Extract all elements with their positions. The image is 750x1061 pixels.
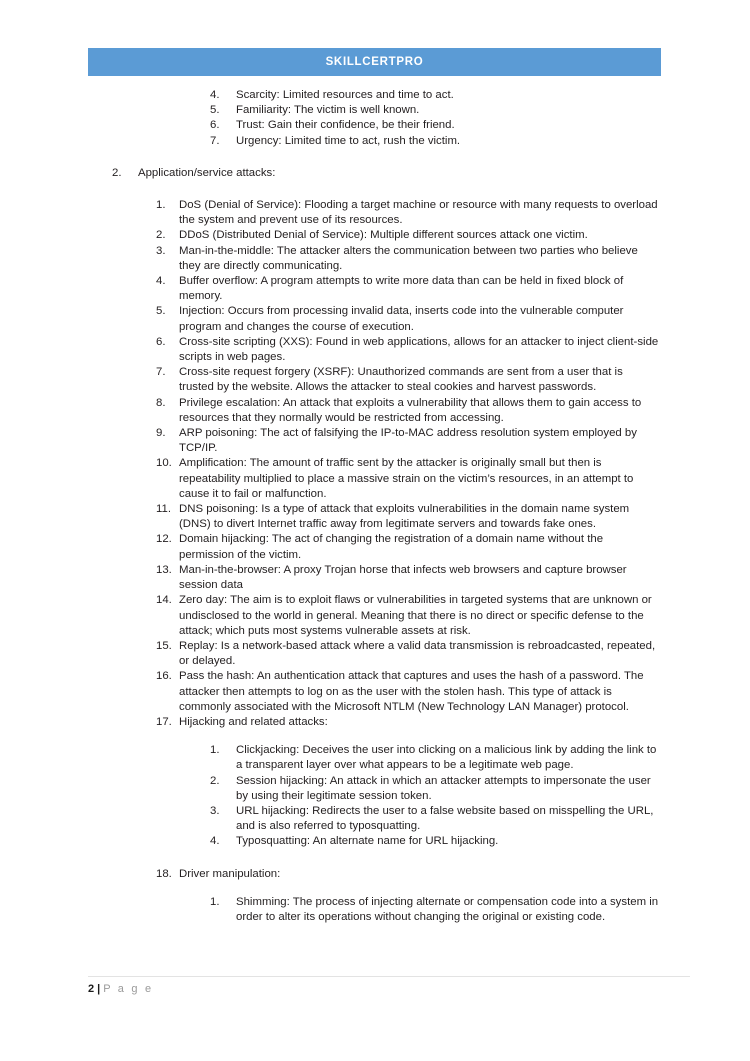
footer-page-label: P a g e	[103, 983, 154, 995]
list-item-number: 5.	[156, 305, 166, 318]
footer-page-number: 2	[88, 983, 95, 995]
list-item-text: Pass the hash: An authentication attack that captures and uses the hash of a password. The attacker then attempts to log on as the user with the stolen hash. This type of attack is commonly associated with the Microsoft NTLM (New Technology LAN Manager) protocol.	[179, 670, 644, 713]
list-item-number: 1.	[156, 199, 166, 212]
list-item-text: Zero day: The aim is to exploit flaws or vulnerabilities in targeted systems that are unknown or undisclosed to the world in general. Meaning that there is no direct or specific defense to the attack; which puts most systems vulnerable assets at risk.	[179, 594, 652, 637]
list-item	[210, 743, 660, 773]
attacks-list	[0, 198, 750, 730]
list-item-text: Buffer overflow: A program attempts to write more data than can be held in fixed block of memory.	[179, 275, 624, 303]
list-item-number: 5.	[210, 104, 220, 117]
list-item	[210, 804, 660, 834]
header-banner	[88, 48, 661, 76]
table-row	[156, 639, 660, 669]
list-item-text: Cross-site scripting (XXS): Found in web applications, allows for an attacker to inject client-side scripts in web pages.	[179, 335, 659, 364]
section-heading-text: Application/service attacks:	[138, 166, 276, 179]
list-item-number: 10.	[156, 457, 172, 470]
table-row	[156, 365, 660, 395]
list-item-number: 7.	[156, 366, 166, 379]
list-item-number: 3.	[156, 244, 166, 257]
list-item	[210, 118, 660, 133]
table-row	[156, 396, 660, 426]
list-item-number: 8.	[156, 396, 166, 409]
list-item-text: Man-in-the-middle: The attacker alters the communication between two parties who believe they are directly communicating.	[179, 244, 638, 272]
list-item-text: DNS poisoning: Is a type of attack that exploits vulnerabilities in the domain name system (DNS) to divert Internet traffic away from legitimate servers and towards fake ones.	[179, 503, 630, 531]
list-item	[210, 774, 660, 804]
table-row	[156, 456, 660, 502]
table-row	[156, 198, 660, 228]
table-row	[156, 228, 660, 243]
list-item-text: Privilege escalation: An attack that exploits a vulnerability that allows them to gain access to resources that they normally would be restricted from accessing.	[179, 396, 642, 424]
driver-group-heading	[156, 867, 660, 882]
list-item-number: 9.	[156, 427, 166, 440]
list-item-number: 2.	[210, 774, 220, 787]
list-item-text: Clickjacking: Deceives the user into clicking on a malicious link by adding the link to a transparent layer over what appears to be a legitimate web page.	[236, 744, 657, 772]
list-item-text: Trust: Gain their confidence, be their friend.	[236, 119, 455, 132]
footer	[88, 983, 153, 995]
hijacking-group-heading	[156, 715, 660, 730]
list-item-text: DDoS (Distributed Denial of Service): Multiple different sources attack one victim.	[179, 229, 588, 242]
footer-divider	[88, 976, 690, 977]
list-item-text: Man-in-the-browser: A proxy Trojan horse that infects web browsers and capture browser session data	[179, 563, 627, 592]
list-item-text: Replay: Is a network-based attack where a valid data transmission is rebroadcasted, repeated, or delayed.	[179, 639, 656, 668]
section-heading-number: 2.	[112, 166, 122, 179]
list-item-number: 7.	[210, 134, 220, 147]
list-item-text: DoS (Denial of Service): Flooding a target machine or resource with many requests to overload the system and prevent use of its resources.	[179, 199, 658, 227]
list-item-number: 16.	[156, 670, 172, 683]
list-item-number: 4.	[156, 275, 166, 288]
list-item-number: 2.	[156, 229, 166, 242]
list-item-number: 3.	[210, 804, 220, 817]
list-item-text: Domain hijacking: The act of changing the registration of a domain name without the permission of the victim.	[179, 533, 604, 561]
table-row	[156, 593, 660, 639]
list-item-number: 12.	[156, 533, 172, 546]
list-item-number: 1.	[210, 895, 220, 908]
header-banner-title: SKILLCERTPRO	[325, 56, 424, 68]
list-item-number: 15.	[156, 639, 172, 652]
list-item-text: Shimming: The process of injecting alternate or compensation code into a system in order to alter its operations without changing the original or existing code.	[236, 895, 659, 923]
table-row	[156, 426, 660, 456]
list-item-text: Driver manipulation:	[179, 867, 281, 880]
driver-sublist	[0, 895, 750, 925]
top-list-continued	[0, 88, 750, 149]
table-row	[156, 669, 660, 715]
table-row	[156, 532, 660, 562]
list-item-number: 6.	[156, 335, 166, 348]
list-item-number: 14.	[156, 594, 172, 607]
list-item-text: URL hijacking: Redirects the user to a false website based on misspelling the URL, and is also referred to typosquatting.	[236, 804, 654, 833]
table-row	[156, 563, 660, 593]
list-item-text: ARP poisoning: The act of falsifying the IP-to-MAC address resolution system employed by TCP/IP.	[179, 427, 637, 455]
table-row	[156, 335, 660, 365]
list-item-text: Scarcity: Limited resources and time to act.	[236, 89, 454, 101]
list-item-text: Hijacking and related attacks:	[179, 715, 328, 728]
table-row	[156, 274, 660, 304]
list-item-text: Familiarity: The victim is well known.	[236, 104, 420, 117]
list-item-number: 17.	[156, 715, 172, 728]
document-content	[0, 88, 750, 925]
list-item-number: 1.	[210, 744, 220, 757]
list-item-text: Cross-site request forgery (XSRF): Unauthorized commands are sent from a user that is trusted by the website. Allows the attacker to steal cookies and harvest passwords.	[179, 366, 623, 394]
list-item-number: 13.	[156, 563, 172, 576]
list-item-text: Typosquatting: An alternate name for URL hijacking.	[236, 835, 499, 848]
list-item-number: 11.	[156, 503, 171, 516]
list-item-number: 4.	[210, 89, 220, 101]
list-item-number: 4.	[210, 835, 220, 848]
list-item-number: 6.	[210, 119, 220, 132]
list-item	[210, 88, 660, 103]
footer-separator: |	[97, 983, 101, 995]
table-row	[156, 244, 660, 274]
list-item-text: Amplification: The amount of traffic sent by the attacker is originally small but then is repeatability multiplied to place a massive strain on the victim’s resources, in an attempt to cause it to fail or malfunction.	[179, 457, 634, 500]
list-item-number: 18.	[156, 867, 172, 880]
section-heading	[112, 166, 660, 181]
list-item-text: Injection: Occurs from processing invalid data, inserts code into the vulnerable computer program and changes the course of execution.	[179, 305, 624, 333]
list-item	[210, 103, 660, 118]
list-item	[210, 895, 660, 925]
list-item-text: Urgency: Limited time to act, rush the victim.	[236, 134, 461, 147]
table-row	[156, 304, 660, 334]
hijacking-sublist	[0, 743, 750, 849]
table-row	[156, 502, 660, 532]
list-item	[210, 834, 660, 849]
list-item-text: Session hijacking: An attack in which an attacker attempts to impersonate the user by using their legitimate session token.	[236, 774, 651, 802]
list-item	[210, 134, 660, 149]
